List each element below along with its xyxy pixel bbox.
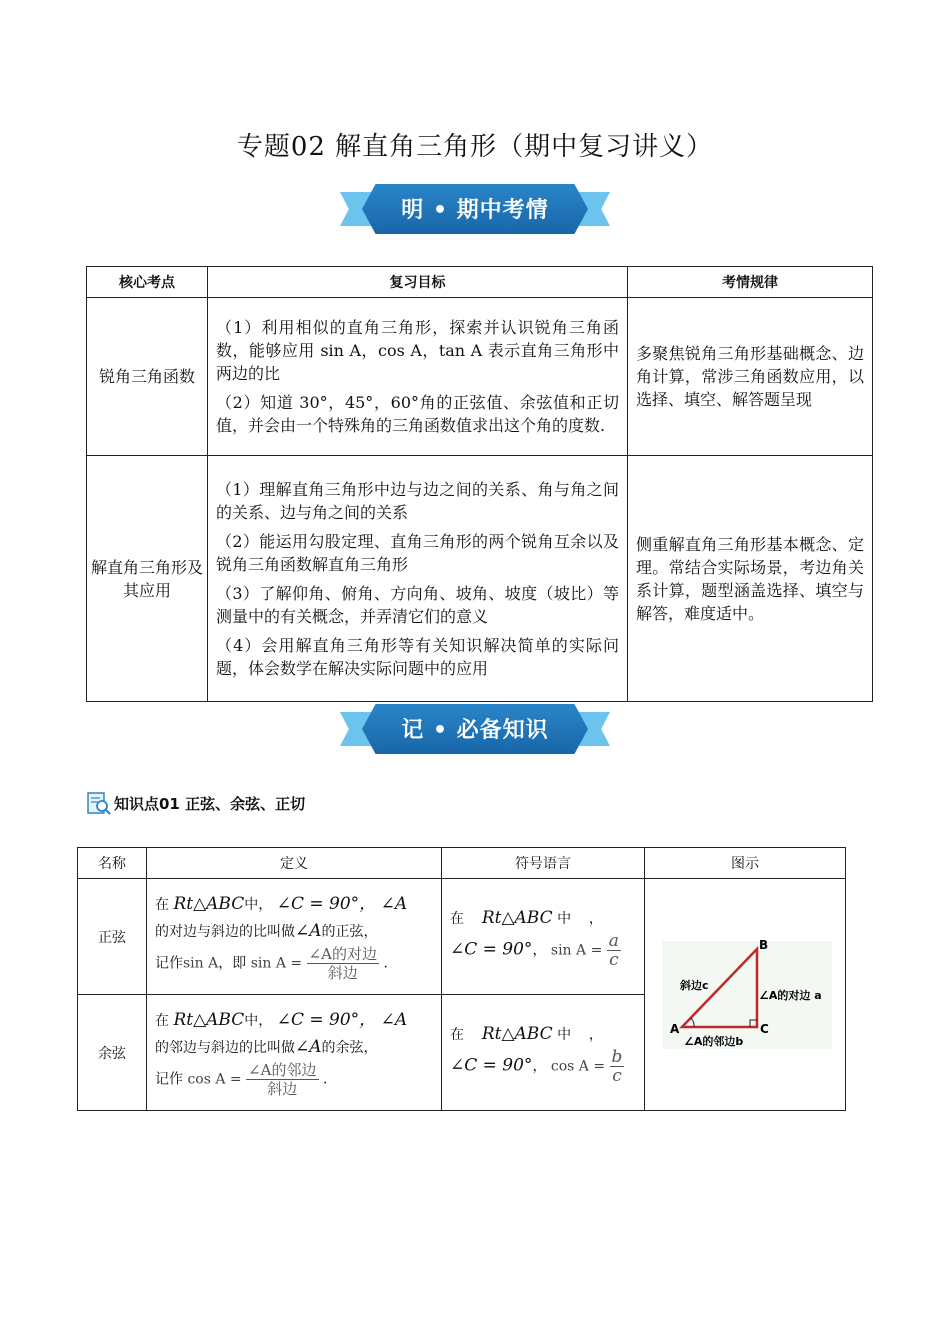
section-banner-knowledge (340, 704, 610, 754)
row-name-cosine: 余弦 (78, 995, 147, 1111)
sine-symbol-fraction: $\frac{a}{c}$ (608, 930, 619, 970)
banner-text: 明 • 期中考情 (401, 198, 549, 223)
header-figure: 图示 (645, 848, 846, 879)
cosine-symbol: 在 Rt△ABC 中 ， ∠C = 90°， cos A = $\frac{b}{c}$ (442, 995, 645, 1111)
sine-fraction: $\frac{\text{∠A的对边}}{\text{斜边}}$ (308, 945, 377, 982)
goal-item: （2）能运用勾股定理、直角三角形的两个锐角互余以及锐角三角函数解直角三角形 (216, 531, 619, 574)
hypotenuse-label: 斜边c (680, 978, 709, 992)
cosine-symbol-fraction: $\frac{b}{c}$ (611, 1046, 623, 1086)
knowledge-point-label: 知识点01 正弦、余弦、正切 (114, 794, 306, 813)
pattern-cell: 多聚焦锐角三角形基础概念、边角计算，常涉三角函数应用，以选择、填空、解答题呈现 (628, 298, 873, 456)
header-name: 名称 (78, 848, 147, 879)
review-table (86, 266, 873, 702)
goal-item: （2）知道 30°，45°，60°角的正弦值、余弦值和正切值，并会由一个特殊角的三角函数值求出这个角的度数. (216, 393, 619, 435)
header-symbol: 符号语言 (442, 848, 645, 879)
goal-item: （4）会用解直角三角形等有关知识解决简单的实际问题，体会数学在解决实际问题中的应用 (216, 635, 619, 678)
header-goal: 复习目标 (208, 267, 628, 298)
header-pattern: 考情规律 (628, 267, 873, 298)
banner-text: 记 • 必备知识 (401, 718, 549, 743)
vertex-b-label: B (759, 937, 769, 952)
goal-item: （3）了解仰角、俯角、方向角、坡角、坡度（坡比）等测量中的有关概念，并弄清它们的意义 (216, 583, 619, 626)
header-definition: 定义 (147, 848, 442, 879)
cosine-fraction: $\frac{\text{∠A的邻边}}{\text{斜边}}$ (248, 1061, 317, 1098)
goal-item: （1）理解直角三角形中边与边之间的关系、角与角之间的关系、边与角之间的关系 (216, 479, 619, 522)
sine-symbol: 在 Rt△ABC 中 ， ∠C = 90°， sin A = $\frac{a}{c}$ (442, 879, 645, 995)
right-triangle-figure (650, 933, 840, 1053)
pattern-cell: 侧重解直角三角形基本概念、定理。常结合实际场景，考边角关系计算，题型涵盖选择、填空与解答，难度适中。 (628, 456, 873, 702)
goals-cell (208, 456, 628, 702)
header-core: 核心考点 (87, 267, 208, 298)
vertex-c-label: C (760, 1021, 769, 1036)
topic-cell: 锐角三角函数 (87, 298, 208, 456)
section-banner-exam (340, 184, 610, 234)
cosine-definition: 在 Rt△ABC中， ∠C = 90°， ∠A 的邻边与斜边的比叫做∠A的余弦， 记作 cos A = $\frac{\text{∠A的邻边}}{\text{斜边}}$ . (147, 995, 442, 1111)
trig-definition-table (77, 847, 846, 1111)
vertex-a-label: A (670, 1021, 680, 1036)
triangle-figure-cell (645, 879, 846, 1111)
opposite-label: ∠A的对边 a (759, 988, 822, 1002)
sine-definition: 在 Rt△ABC中， ∠C = 90°， ∠A 的对边与斜边的比叫做∠A的正弦， 记作sin A，即 sin A = $\frac{\text{∠A的对边}}{\text{斜边}}$ . (147, 879, 442, 995)
row-name-sine: 正弦 (78, 879, 147, 995)
topic-cell: 解直角三角形及其应用 (87, 456, 208, 702)
goals-cell (208, 298, 628, 456)
document-search-icon (86, 790, 112, 816)
knowledge-point-heading (86, 790, 305, 816)
adjacent-label: ∠A的邻边b (684, 1034, 744, 1048)
goal-item: （1）利用相似的直角三角形，探索并认识锐角三角函数，能够应用 sin A，cos A，tan A 表示直角三角形中两边的比 (216, 318, 619, 383)
page-title: 专题02 解直角三角形（期中复习讲义） (236, 132, 714, 162)
